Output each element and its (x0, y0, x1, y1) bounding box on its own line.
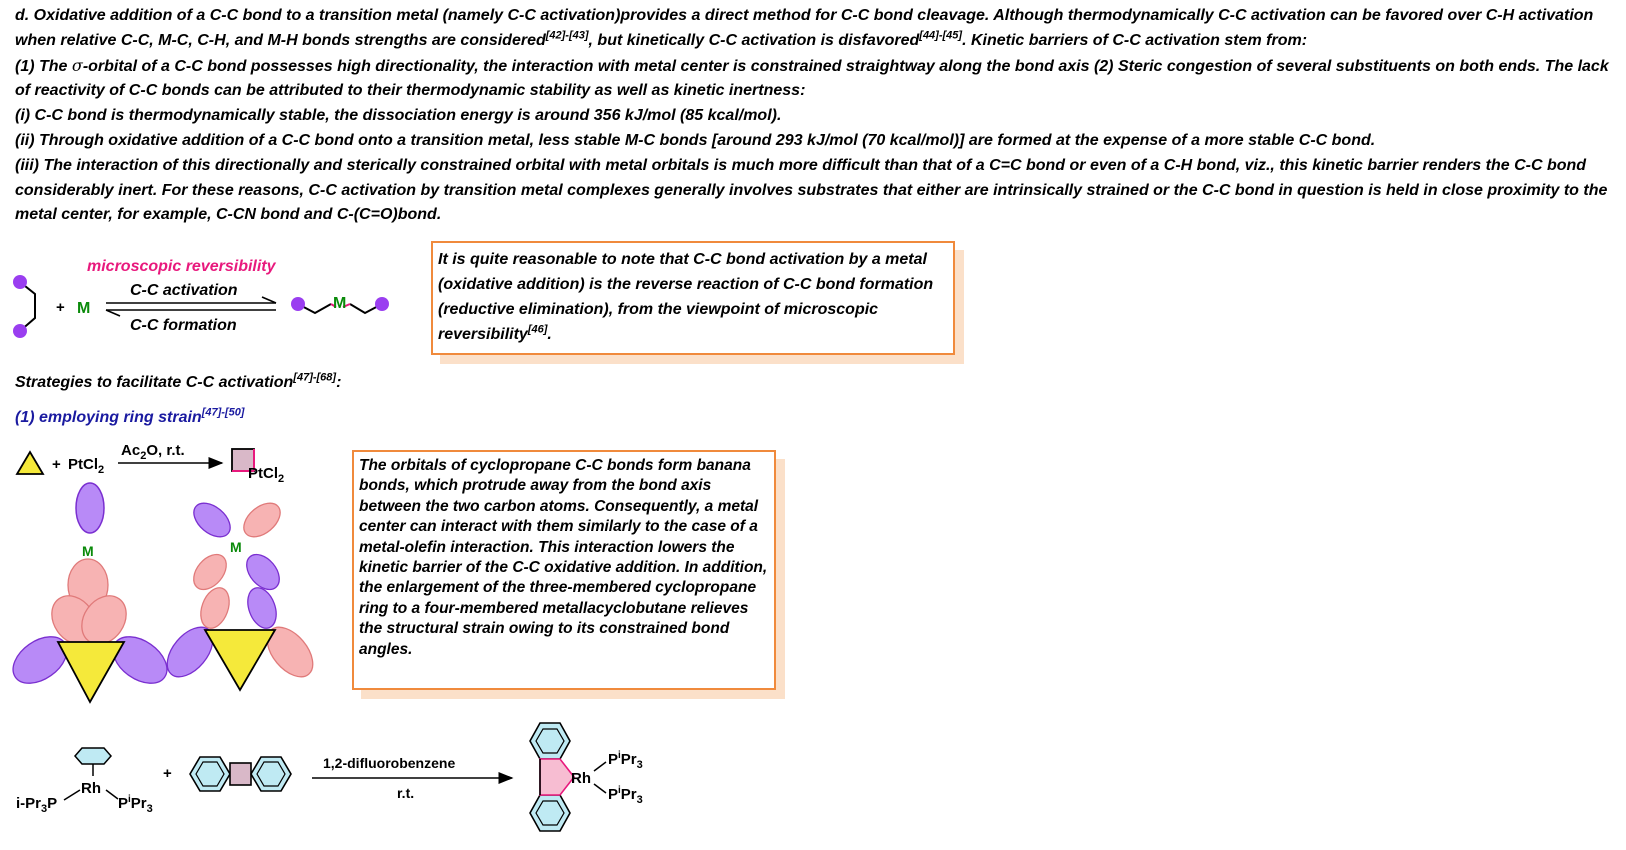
intro-p1-c: . Kinetic barriers of C-C activation stem from: (962, 31, 1308, 49)
product-metal-chain (291, 295, 389, 313)
equilibrium-arrow-icon (106, 297, 276, 316)
product-rh-label: Rh (571, 770, 591, 787)
citation-47-50: [47]-[50] (201, 406, 245, 419)
metal-label-left: M (82, 543, 94, 559)
plus-sign: + (56, 299, 65, 316)
product-phosphine-1: $P^iPr_3$ (608, 750, 643, 771)
ptcl2-product: PtCl$_2$ (248, 465, 285, 485)
product-phosphine-2: $P^iPr_3$ (608, 785, 643, 806)
metal-label-right: M (230, 539, 242, 555)
intro-p1-a: d. Oxidative addition of a C-C bond to a transition metal (namely C-C activation)provides a direct method for C-C bond cleavage. Although thermodynamically C-C activation can be favored over C-H activation when relative C-C, M-C, C-H, and M-H bonds strengths are considered (15, 7, 1594, 49)
metal-orbital-lobe (188, 497, 237, 544)
pink-orbital-lobe (196, 584, 235, 632)
metal-orbital-lobe (238, 497, 287, 544)
left-phosphine-ligand: $i-Pr_3P$ (16, 795, 58, 815)
reversibility-note-end: . (547, 326, 552, 343)
atom-dot (13, 324, 27, 338)
strategies-heading-end: : (336, 374, 342, 391)
right-phosphine-ligand: $P^iPr_3$ (118, 794, 153, 815)
cyclopropane-triangle-right (205, 630, 275, 690)
sigma-symbol: σ (71, 55, 83, 75)
metal-label: M (77, 300, 91, 317)
banana-bond-note-text: The orbitals of cyclopropane C-C bonds form banana bonds, which protrude away from the bond axis between the two carbon atoms. Consequently, a metal center can interact with them similarly to the case of a metal-olefin interaction. This interaction lowers the kinetic barrier of the C-C oxidative addition. In addition, the enlargement of the three-membered cyclopropane ring to a four-membered metallacyclobutane relieves the structural strain owing to its constrained bond angles. (359, 457, 768, 658)
atom-dot (375, 297, 389, 311)
intro-p1-b: , but kinetically C-C activation is disfavored (588, 31, 920, 49)
intro-p2-b: -orbital of a C-C bond possesses high directionality, the interaction with metal center is constrained straightway along the bond axis (2) Steric congestion of several substituents on both ends. The lack of reactivity of C-C bonds can be attributed to their thermodynamic stability as well as kinetic inertness: (15, 57, 1609, 100)
difluorobenzene-condition: 1,2-difluorobenzene (323, 755, 456, 771)
pink-orbital-lobe (187, 548, 233, 595)
microscopic-reversibility-label: microscopic reversibility (87, 258, 276, 275)
reversibility-scheme (13, 258, 389, 338)
citation-44-45: [44]-[45] (919, 29, 963, 42)
cyclopropane-triangle-left (58, 642, 124, 702)
atom-dot (13, 275, 27, 289)
cyclopropane-triangle (17, 452, 43, 474)
cc-activation-label: C-C activation (130, 282, 238, 299)
rh-label: Rh (81, 780, 101, 797)
ring-strain-heading-text: (1) employing ring strain (15, 409, 202, 426)
intro-paragraph-5: (iii) The interaction of this directionally and sterically constrained orbital with metal orbitals is much more difficult than that of a C=C bond or even of a C-H bond, viz., this kinetic barrier renders the C-C bond considerably inert. For these reasons, C-C activation by transition metal complexes generally involves substrates that either are intrinsically strained or the C-C bond in question is held in close proximity to the metal center, for example, C-CN bond and C-(C=O)bond. (15, 156, 1608, 224)
product-metal-label: M (333, 295, 347, 312)
intro-paragraph-3: (i) C-C bond is thermodynamically stable, the dissociation energy is around 356 kJ/mol (85 kcal/mol). (15, 107, 782, 125)
orbital-diagram-sigma (5, 483, 176, 702)
strategies-heading-text: Strategies to facilitate C-C activation (15, 374, 294, 391)
cyclopropane-scheme (17, 442, 284, 485)
citation-47-68: [47]-[68] (293, 371, 337, 384)
ptcl2-reagent: PtCl$_2$ (68, 456, 105, 476)
biphenylene-molecule (190, 757, 291, 791)
purple-orbital-lobe (243, 584, 282, 632)
rhodium-scheme (16, 723, 643, 831)
metal-orbital-lobe (76, 483, 104, 533)
cc-formation-label: C-C formation (130, 317, 237, 334)
intro-paragraph-4: (ii) Through oxidative addition of a C-C bond onto a transition metal, less stable M-C bonds [around 293 kJ/mol (70 kcal/mol)] are formed at the expense of a more stable C-C bond. (15, 131, 1376, 149)
rhodium-complex (16, 748, 153, 815)
rhodacycle-product (530, 723, 643, 831)
reactant-alkane-chain (13, 275, 35, 338)
citation-42-43: [42]-[43] (545, 29, 589, 42)
reversibility-note-text: It is quite reasonable to note that C-C bond activation by a metal (oxidative addition) is the reverse reaction of C-C bond formation (reductive elimination), from the viewpoint of microscopic reversibility (438, 251, 934, 343)
rt-condition: r.t. (397, 785, 415, 801)
intro-p2-a: (1) The (15, 57, 72, 75)
ac2o-condition: $Ac_2O$, r.t. (121, 442, 185, 462)
atom-dot (291, 297, 305, 311)
plus-sign-3: + (163, 765, 172, 782)
pink-orbital-lobe (258, 619, 321, 685)
plus-sign-2: + (52, 456, 61, 473)
arene-ring-icon (75, 748, 111, 764)
citation-46: [46] (527, 323, 548, 336)
orbital-diagram-backdonation (158, 497, 321, 690)
